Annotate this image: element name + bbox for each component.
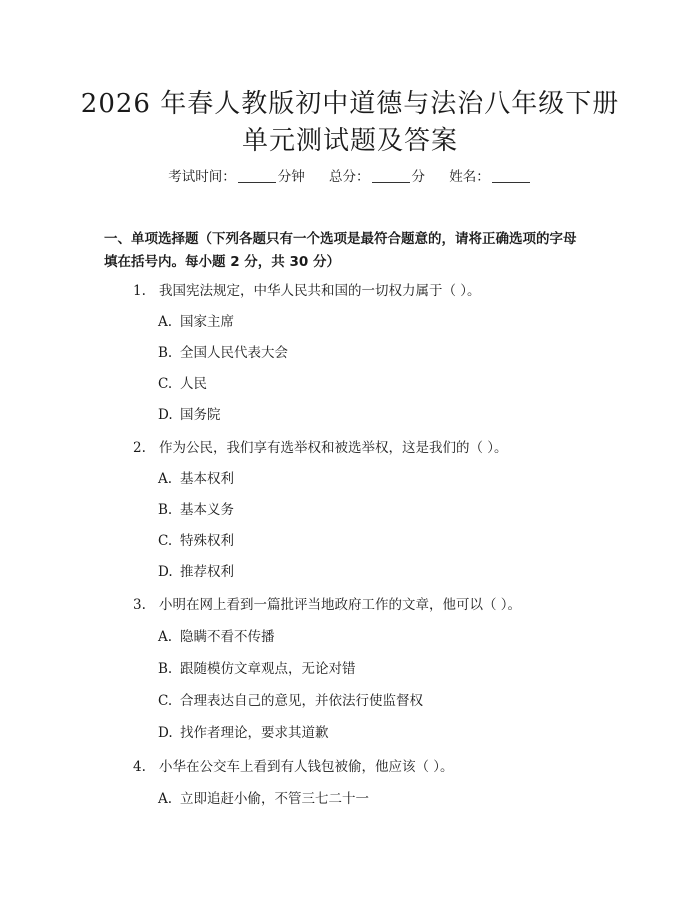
question-text: 作为公民，我们享有选举权和被选举权，这是我们的（ ）。 xyxy=(159,440,508,456)
question-number: 4. xyxy=(133,759,146,775)
total-score-label: 总分： xyxy=(329,169,370,185)
option-text: 跟随模仿文章观点，无论对错 xyxy=(180,661,356,677)
student-name-label: 姓名： xyxy=(449,169,490,185)
question-4-option-a xyxy=(158,788,598,810)
option-letter: B. xyxy=(158,345,173,361)
question-2-option-c xyxy=(158,530,598,552)
exam-time-unit: 分钟 xyxy=(277,169,305,185)
option-letter: B. xyxy=(158,502,173,518)
question-3-option-c xyxy=(158,690,598,712)
option-letter: C. xyxy=(158,533,173,549)
question-1-option-d xyxy=(158,404,598,426)
option-letter: A. xyxy=(158,791,173,807)
question-1 xyxy=(133,280,613,302)
option-letter: B. xyxy=(158,661,173,677)
question-2-option-d xyxy=(158,561,598,583)
exam-title-line2: 单元测试题及答案 xyxy=(241,126,458,156)
option-text: 全国人民代表大会 xyxy=(180,345,288,361)
option-letter: C. xyxy=(158,693,173,709)
option-text: 基本义务 xyxy=(180,502,234,518)
question-2 xyxy=(133,437,613,459)
option-letter: A. xyxy=(158,471,173,487)
option-text: 找作者理论，要求其道歉 xyxy=(180,725,329,741)
option-letter: D. xyxy=(158,407,173,423)
question-text: 我国宪法规定，中华人民共和国的一切权力属于（ ）。 xyxy=(159,283,481,299)
option-text: 隐瞒不看不传播 xyxy=(180,629,275,645)
option-text: 特殊权利 xyxy=(180,533,234,549)
question-number: 2. xyxy=(133,440,146,456)
question-3 xyxy=(133,594,613,616)
total-score-field xyxy=(329,166,425,188)
section-heading-line2: 填在括号内。每小题 2 分，共 30 分） xyxy=(104,254,340,270)
option-letter: A. xyxy=(158,314,173,330)
exam-time-label: 考试时间： xyxy=(168,169,236,185)
option-text: 国家主席 xyxy=(180,314,234,330)
question-text: 小明在网上看到一篇批评当地政府工作的文章，他可以（ ）。 xyxy=(159,597,522,613)
option-text: 推荐权利 xyxy=(180,564,234,580)
question-2-option-a xyxy=(158,468,598,490)
exam-time-blank xyxy=(238,168,276,183)
section-heading-line1: 一、单项选择题（下列各题只有一个选项是最符合题意的，请将正确选项的字母 xyxy=(104,231,577,247)
option-letter: C. xyxy=(158,376,173,392)
question-1-option-c xyxy=(158,373,598,395)
question-number: 3. xyxy=(133,597,146,613)
question-number: 1. xyxy=(133,283,146,299)
option-letter: A. xyxy=(158,629,173,645)
question-4 xyxy=(133,756,613,778)
exam-time-field xyxy=(168,166,305,188)
exam-title-line1: 2026 年春人教版初中道德与法治八年级下册 xyxy=(80,89,620,119)
option-text: 合理表达自己的意见，并依法行使监督权 xyxy=(180,693,423,709)
total-score-blank xyxy=(372,168,410,183)
student-name-blank xyxy=(492,168,530,183)
option-letter: D. xyxy=(158,725,173,741)
option-text: 立即追赶小偷，不管三七二十一 xyxy=(180,791,369,807)
option-text: 国务院 xyxy=(180,407,221,423)
question-text: 小华在公交车上看到有人钱包被偷，他应该（ ）。 xyxy=(159,759,454,775)
exam-info-line xyxy=(0,166,700,188)
question-3-option-b xyxy=(158,658,598,680)
section-heading xyxy=(104,228,604,274)
option-letter: D. xyxy=(158,564,173,580)
option-text: 基本权利 xyxy=(180,471,234,487)
total-score-unit: 分 xyxy=(411,169,425,185)
question-3-option-a xyxy=(158,626,598,648)
student-name-field xyxy=(449,166,532,188)
question-1-option-a xyxy=(158,311,598,333)
question-1-option-b xyxy=(158,342,598,364)
question-3-option-d xyxy=(158,722,598,744)
question-2-option-b xyxy=(158,499,598,521)
option-text: 人民 xyxy=(180,376,207,392)
